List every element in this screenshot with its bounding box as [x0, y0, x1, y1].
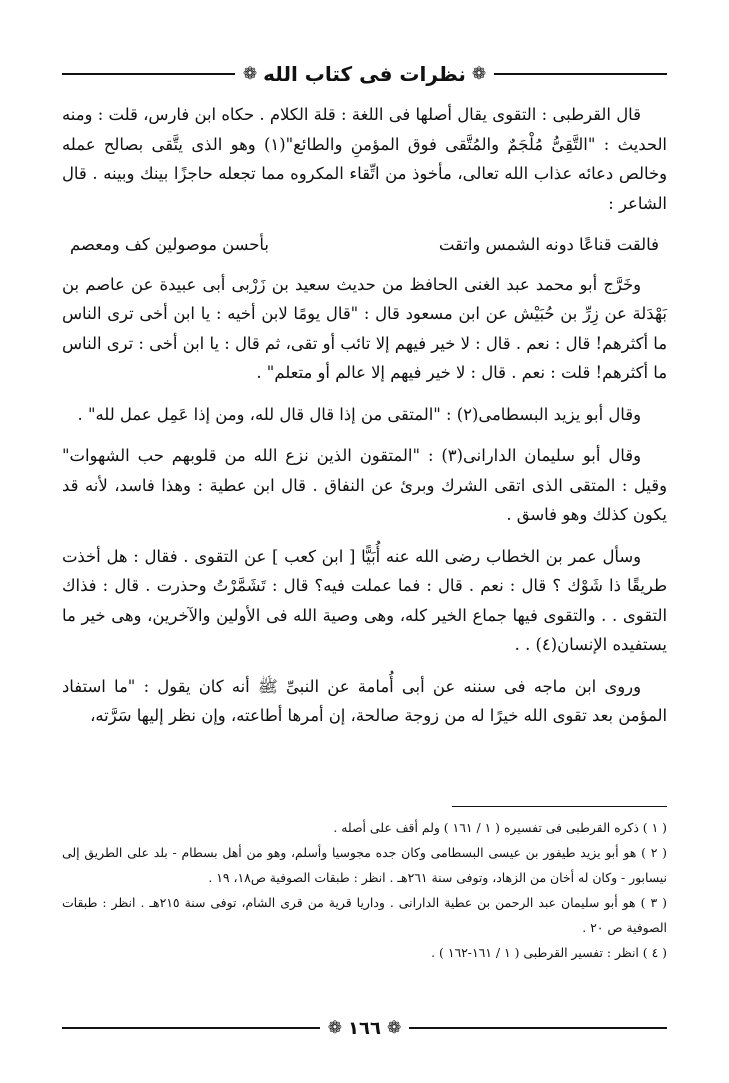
header-rule-right	[494, 73, 667, 75]
footnote-4: ( ٤ ) انظر : تفسير القرطبى ( ١ / ١٦١-١٦٢ ) .	[431, 945, 667, 960]
page-number-group	[320, 1018, 409, 1039]
paragraph-qurtubi: قال القرطبى : التقوى يقال أصلها فى اللغة : قلة الكلام . حكاه ابن فارس، قلت : ومنه الحديث : "التَّقِىُّ مُلْجَمٌ والمُتَّقى فوق المؤمنِ والطائع"(١) وهو الذى يتَّقى بصالح عمله وخالص دعائه عذاب الله تعالى، مأخوذ من اتِّقاء المكروه مما تجعله حاجزًا بينك وبينه . قال الشاعر :	[62, 105, 667, 213]
page-footer	[62, 1013, 667, 1043]
floral-ornament-icon: ❁	[327, 1017, 343, 1038]
book-title: نظرات فى كتاب الله	[263, 62, 466, 86]
poem-verse	[62, 230, 667, 260]
footnote-separator	[452, 806, 667, 807]
header-rule-left	[62, 73, 235, 75]
footnote-1: ( ١ ) ذكره القرطبى فى تفسيره ( ١ / ١٦١ ) ولم أقف على أصله .	[333, 820, 667, 835]
main-text	[62, 100, 667, 743]
paragraph-hadith-ibn-masud: وخَرَّج أبو محمد عبد الغنى الحافظ من حديث سعيد بن زَرْبى أبى عبيدة عن عاصم بن بَهْدَلة عن زِرِّ بن حُبَيْش عن ابن مسعود قال : "قال يومًا لابن أخيه : يا ابن أخى ترى الناس ما أكثرهم! قال : نعم . قال : لا خير فيهم إلا تائب أو تقى، ثم قال : يا ابن أخى : ترى الناس ما أكثرهم! قلت : نعم . قال : لا خير فيهم إلا عالم أو متعلم" .	[62, 274, 667, 382]
paragraph-darani: وقال أبو سليمان الدارانى(٣) : "المتقون الذين نزع الله من قلوبهم حب الشهوات" وقيل : المتقى الذى اتقى الشرك وبرئ عن النفاق . قال ابن عطية : وهذا فاسد، لأنه قد يكون كذلك وهو فاسق .	[62, 446, 667, 524]
paragraph-bistami: وقال أبو يزيد البسطامى(٢) : "المتقى من إذا قال قال لله، ومن إذا عَمِل عمل لله" .	[77, 404, 641, 424]
footer-rule-left	[62, 1027, 320, 1029]
running-header	[62, 54, 667, 94]
poem-first-hemistich: فالقت قناعًا دونه الشمس واتقت	[438, 235, 659, 254]
footnote-2: ( ٢ ) هو أبو يزيد طيفور بن عيسى البسطامى وكان جده مجوسيا وأسلم، وهو من أهل بسطام - بلد على الطريق إلى نيسابور - وكان له أخان من الزهاد، وتوفى سنة ٢٦١هـ . انظر : طبقات الصوفية ص١٨، ١٩ .	[62, 845, 667, 885]
floral-ornament-icon: ❁	[242, 63, 258, 84]
footnotes	[62, 815, 667, 965]
paragraph-ibn-majah: وروى ابن ماجه فى سننه عن أبى أُمامة عن النبىِّ ﷺ أنه كان يقول : "ما استفاد المؤمن بعد تقوى الله خيرًا له من زوجة صالحة، إن أمرها أطاعته، وإن نظر إليها سَرَّته،	[62, 676, 667, 725]
floral-ornament-icon: ❁	[386, 1017, 402, 1038]
poem-second-hemistich: بأحسن موصولين كف ومعصم	[70, 235, 269, 254]
footer-rule-right	[409, 1027, 667, 1029]
paragraph-umar-ubayy: وسأل عمر بن الخطاب رضى الله عنه أُبَيًّا [ ابن كعب ] عن التقوى . فقال : هل أخذت طريقًا ذا شَوْك ؟ قال : نعم . قال : فما عملت فيه؟ قال : تَشَمَّرْتُ وحذرت . قال : فذاك التقوى . . والتقوى فيها جماع الخير كله، وهى وصية الله فى الأولين والآخرين، وهى خير ما يستفيده الإنسان(٤) . .	[62, 546, 667, 654]
page-number: ١٦٦	[348, 1017, 381, 1039]
header-title-group	[235, 62, 494, 86]
floral-ornament-icon: ❁	[471, 63, 487, 84]
footnote-3: ( ٣ ) هو أبو سليمان عبد الرحمن بن عطية الدارانى . وداريا قرية من قرى الشام، توفى سنة ٢١٥هـ . انظر : طبقات الصوفية ص ٢٠ .	[62, 895, 667, 935]
